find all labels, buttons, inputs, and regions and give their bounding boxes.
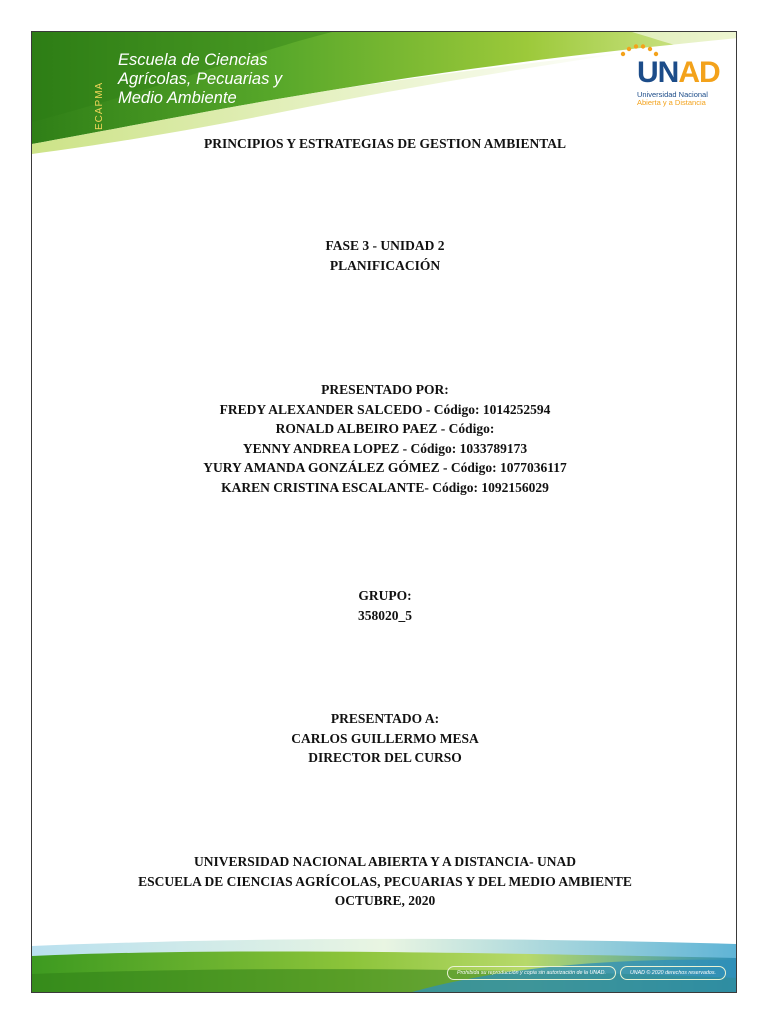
- footer-swoosh: [32, 934, 737, 992]
- footer-notes: [447, 966, 726, 980]
- institution-line: ESCUELA DE CIENCIAS AGRÍCOLAS, PECUARIAS Y DEL MEDIO AMBIENTE: [138, 873, 632, 889]
- unad-subtitle: [637, 91, 708, 107]
- school-name-line: Agrícolas, Pecuarias y: [118, 70, 283, 88]
- school-name: [118, 51, 282, 108]
- course-title: PRINCIPIOS Y ESTRATEGIAS DE GESTION AMBIENTAL: [204, 136, 566, 151]
- presented-by-block: [32, 380, 737, 497]
- unad-subtitle-line: Universidad Nacional: [637, 90, 708, 99]
- member-line: YURY AMANDA GONZÁLEZ GÓMEZ - Código: 1077036117: [203, 460, 567, 475]
- footer-copy-notice: Prohibida su reproducción y copia sin autorización de la UNAD.: [447, 966, 616, 980]
- school-name-line: Medio Ambiente: [118, 89, 237, 107]
- unad-wordmark: [637, 56, 720, 90]
- date-line: OCTUBRE, 2020: [334, 893, 436, 908]
- ecapma-text: ECAPMA: [94, 81, 105, 130]
- unad-logo: [619, 44, 729, 110]
- footer-banner: [32, 934, 737, 992]
- footer-rights-notice: UNAD © 2020 derechos reservados.: [620, 966, 726, 980]
- document-page: [31, 31, 737, 993]
- institution-block: [32, 852, 737, 911]
- unad-letters-ad: AD: [678, 56, 720, 89]
- member-line: FREDY ALEXANDER SALCEDO - Código: 1014252594: [219, 401, 551, 417]
- member-line: RONALD ALBEIRO PAEZ - Código:: [275, 421, 495, 436]
- group-block: [32, 586, 737, 625]
- group-heading: GRUPO:: [358, 588, 412, 603]
- director-role: DIRECTOR DEL CURSO: [308, 750, 462, 765]
- presented-to-block: [32, 709, 737, 768]
- member-line: KAREN CRISTINA ESCALANTE- Código: 1092156029: [221, 479, 549, 495]
- phase-block: [32, 236, 737, 275]
- school-name-line: Escuela de Ciencias: [118, 51, 268, 69]
- unad-letter-n: N: [657, 56, 679, 89]
- institution-line: UNIVERSIDAD NACIONAL ABIERTA Y A DISTANCIA- UNAD: [193, 854, 577, 869]
- presented-to-heading: PRESENTADO A:: [330, 711, 440, 726]
- unad-subtitle-line: Abierta y a Distancia: [637, 98, 706, 107]
- ecapma-vertical-label: [94, 54, 108, 130]
- phase-subtitle: PLANIFICACIÓN: [329, 257, 441, 273]
- unad-letter-u: U: [637, 56, 658, 89]
- group-value: 358020_5: [358, 607, 412, 623]
- member-line: YENNY ANDREA LOPEZ - Código: 1033789173: [242, 440, 528, 456]
- phase-line: FASE 3 - UNIDAD 2: [325, 238, 445, 253]
- presented-by-heading: PRESENTADO POR:: [321, 382, 449, 397]
- director-name: CARLOS GUILLERMO MESA: [291, 730, 479, 746]
